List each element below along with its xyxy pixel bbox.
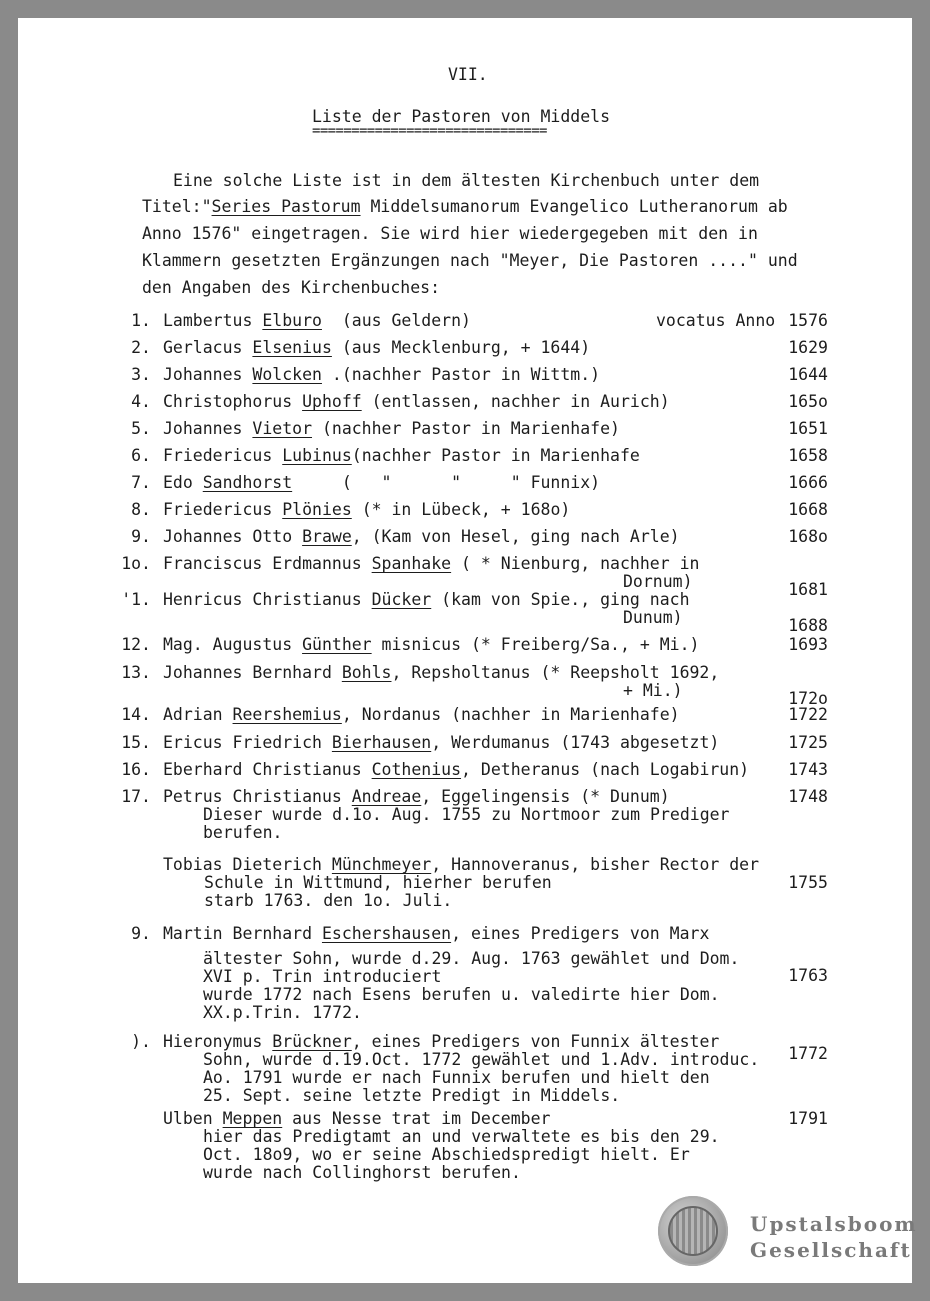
entry-given-name: Henricus Christianus (163, 590, 372, 609)
document-body (18, 18, 912, 1283)
entry-line (163, 312, 471, 330)
entry-note-line: hier das Predigtamt an und verwaltete es bis den 29. (203, 1127, 720, 1146)
entry-line (163, 761, 749, 779)
entry-number: 5. (131, 419, 151, 438)
intro-line-5: den Angaben des Kirchenbuches: (142, 278, 441, 297)
entry-line (163, 925, 709, 943)
entry-note-line: berufen. (203, 823, 283, 842)
entry-given-name: Ulben (163, 1109, 223, 1128)
entry-number: 6. (131, 446, 151, 465)
entry-surname: Meppen (222, 1109, 283, 1128)
entry-number: 16. (121, 760, 151, 779)
entry-given-name: Mag. Augustus (163, 635, 303, 654)
entry-surname: Dücker (371, 590, 432, 609)
society-name-line-1: Upstalsboom (750, 1212, 918, 1236)
entry-number: 1o. (121, 554, 151, 573)
entry-detail: , (Kam von Hesel, ging nach Arle) (351, 527, 680, 546)
entry-continuation: Dunum) (623, 608, 683, 627)
entry-detail: , eines Predigers von Funnix ältester (351, 1032, 720, 1051)
society-seal-icon (658, 1196, 728, 1266)
entry-note-line: 25. Sept. seine letzte Predigt in Middels. (203, 1086, 621, 1105)
entry-line (163, 447, 640, 465)
entry-given-name: Christophorus (163, 392, 303, 411)
entry-number: 7. (131, 473, 151, 492)
entry-given-name: Franciscus Erdmannus (163, 554, 372, 573)
entry-note-line: XX.p.Trin. 1772. (203, 1003, 362, 1022)
entry-surname: Münchmeyer (331, 855, 432, 874)
entry-given-name: Adrian (163, 705, 233, 724)
document-page (18, 18, 918, 1283)
entry-year: 1576 (788, 311, 828, 330)
entry-note-line: wurde 1772 nach Esens berufen u. valedirte hier Dom. (203, 985, 720, 1004)
page-title: Liste der Pastoren von Middels (312, 107, 611, 126)
entry-year: 1629 (788, 338, 828, 357)
entry-line (163, 664, 719, 682)
entry-given-name: Ericus Friedrich (163, 733, 332, 752)
entry-surname: Plönies (282, 500, 352, 519)
entry-surname: Elburo (262, 311, 322, 330)
entry-given-name: Johannes (163, 365, 253, 384)
entry-surname: Wolcken (252, 365, 322, 384)
title-rule: ============================== (312, 123, 547, 139)
entry-detail: misnicus (* Freiberg/Sa., + Mi.) (371, 635, 700, 654)
entry-year: 1693 (788, 635, 828, 654)
intro-line-2 (142, 198, 788, 216)
entry-surname: Cothenius (371, 760, 462, 779)
entry-surname: Sandhorst (202, 473, 293, 492)
entry-surname: Bierhausen (331, 733, 432, 752)
entry-line (163, 788, 670, 806)
intro-line-4: Klammern gesetzten Ergänzungen nach "Meyer, Die Pastoren ...." und (142, 251, 798, 270)
entry-given-name: Friedericus (163, 500, 283, 519)
entry-detail: , Detheranus (nach Logabirun) (461, 760, 750, 779)
entry-year: 1688 (788, 616, 828, 635)
entry-detail: ( * Nienburg, nachher in (451, 554, 700, 573)
entry-given-name: Lambertus (163, 311, 263, 330)
entry-given-name: Johannes Bernhard (163, 663, 342, 682)
entry-number: ). (131, 1032, 151, 1051)
entry-line (163, 1033, 719, 1051)
entry-number: 13. (121, 663, 151, 682)
entry-number: 8. (131, 500, 151, 519)
entry-detail: , Hannoveranus, bisher Rector der (431, 855, 760, 874)
entry-number: 15. (121, 733, 151, 752)
entry-line (163, 393, 670, 411)
entry-year: 1644 (788, 365, 828, 384)
entry-given-name: Hieronymus (163, 1032, 273, 1051)
entry-detail: (aus Geldern) (321, 311, 471, 330)
entry-surname: Bohls (341, 663, 392, 682)
entry-line (163, 856, 759, 874)
intro-underlined-term: Series Pastorum (211, 197, 361, 216)
entry-line (163, 339, 590, 357)
entry-year: 1791 (788, 1109, 828, 1128)
entry-year: 172o (788, 689, 828, 708)
entry-detail: , Nordanus (nachher in Marienhafe) (341, 705, 680, 724)
entry-year: 1743 (788, 760, 828, 779)
entry-surname: Brückner (272, 1032, 352, 1051)
intro-line-1: Eine solche Liste ist in dem ältesten Kirchenbuch unter dem (173, 171, 760, 190)
entry-given-name: Gerlacus (163, 338, 253, 357)
entry-given-name: Johannes (163, 419, 253, 438)
entry-line (163, 528, 680, 546)
entry-note-line: Schule in Wittmund, hierher berufen (204, 873, 552, 892)
entry-line (163, 706, 680, 724)
entry-given-name: Friedericus (163, 446, 283, 465)
entry-line (163, 636, 699, 654)
page-number: VII. (448, 65, 488, 84)
entry-detail: (nachher Pastor in Marienhafe (351, 446, 640, 465)
intro-line-2-rest: Middelsumanorum Evangelico Lutheranorum ab (360, 197, 788, 216)
entry-year: 168o (788, 527, 828, 546)
entry-surname: Günther (302, 635, 372, 654)
entry-detail: .(nachher Pastor in Wittm.) (321, 365, 601, 384)
intro-line-3: Anno 1576" eingetragen. Sie wird hier wiedergegeben mit den in (142, 224, 758, 243)
entry-note-line: Oct. 18o9, wo er seine Abschiedspredigt hielt. Er (203, 1145, 690, 1164)
entry-year: 1725 (788, 733, 828, 752)
entry-number: 12. (121, 635, 151, 654)
entry-year: 1772 (788, 1044, 828, 1063)
entry-number: 17. (121, 787, 151, 806)
entry-line (163, 734, 719, 752)
entry-line (163, 591, 690, 609)
entry-surname: Lubinus (282, 446, 352, 465)
entry-year: 1666 (788, 473, 828, 492)
intro-line-2-prefix: Titel:" (142, 197, 212, 216)
entry-line (163, 366, 600, 384)
entry-line (163, 555, 699, 573)
entry-detail: , Werdumanus (1743 abgesetzt) (431, 733, 720, 752)
entry-year: 1668 (788, 500, 828, 519)
entry-line (163, 420, 620, 438)
entry-given-name: Petrus Christianus (163, 787, 352, 806)
entry-number: 9. (131, 924, 151, 943)
entry-detail: (aus Mecklenburg, + 1644) (331, 338, 591, 357)
entry-note-line: Dieser wurde d.1o. Aug. 1755 zu Nortmoor zum Prediger (203, 805, 730, 824)
entry-given-name: Eberhard Christianus (163, 760, 372, 779)
entry-surname: Reershemius (232, 705, 342, 724)
entry-note-line: ältester Sohn, wurde d.29. Aug. 1763 gewählet und Dom. (203, 949, 740, 968)
entry-line (163, 474, 600, 492)
society-name-line-2: Gesellschaft (750, 1238, 912, 1262)
entry-detail: (nachher Pastor in Marienhafe) (312, 419, 620, 438)
entry-number: 9. (131, 527, 151, 546)
entry-surname: Elsenius (252, 338, 332, 357)
entry-line (163, 501, 570, 519)
entry-given-name: Edo (163, 473, 203, 492)
entry-surname: Uphoff (302, 392, 362, 411)
entry-number: 2. (131, 338, 151, 357)
entry-detail: , Eggelingensis (* Dunum) (421, 787, 670, 806)
entry-detail: , eines Predigers von Marx (451, 924, 710, 943)
entry-detail: (kam von Spie., ging nach (431, 590, 690, 609)
entry-surname: Spanhake (371, 554, 452, 573)
entry-given-name: Johannes Otto (163, 527, 303, 546)
entry-surname: Eschershausen (321, 924, 452, 943)
entry-line (163, 1110, 550, 1128)
entry-detail: ( " " " Funnix) (292, 473, 601, 492)
entry-note-line: Ao. 1791 wurde er nach Funnix berufen und hielt den (203, 1068, 710, 1087)
entry-vocatus-label: vocatus Anno (656, 311, 776, 330)
entry-note-line: Sohn, wurde d.19.Oct. 1772 gewählet und 1.Adv. introduc. (203, 1050, 760, 1069)
entry-detail: aus Nesse trat im December (282, 1109, 551, 1128)
entry-continuation: Dornum) (623, 572, 693, 591)
entry-given-name: Martin Bernhard (163, 924, 322, 943)
entry-year: 1681 (788, 580, 828, 599)
entry-year: 1651 (788, 419, 828, 438)
entry-detail: , Repsholtanus (* Reepsholt 1692, (391, 663, 720, 682)
entry-surname: Vietor (252, 419, 313, 438)
entry-note-line: XVI p. Trin introduciert (203, 967, 442, 986)
entry-number: 14. (121, 705, 151, 724)
entry-number: 4. (131, 392, 151, 411)
entry-year: 1763 (788, 966, 828, 985)
entry-number: '1. (121, 590, 151, 609)
entry-surname: Brawe (302, 527, 352, 546)
entry-given-name: Tobias Dieterich (163, 855, 332, 874)
entry-number: 3. (131, 365, 151, 384)
entry-note-line: wurde nach Collinghorst berufen. (203, 1163, 521, 1182)
entry-year: 1722 (788, 705, 828, 724)
entry-surname: Andreae (351, 787, 422, 806)
entry-continuation: + Mi.) (623, 681, 683, 700)
entry-number: 1. (131, 311, 151, 330)
entry-detail: (* in Lübeck, + 168o) (351, 500, 571, 519)
entry-detail: (entlassen, nachher in Aurich) (361, 392, 670, 411)
entry-year: 1755 (788, 873, 828, 892)
entry-year: 1748 (788, 787, 828, 806)
entry-note-line: starb 1763. den 1o. Juli. (204, 891, 453, 910)
entry-year: 1658 (788, 446, 828, 465)
entry-year: 165o (788, 392, 828, 411)
